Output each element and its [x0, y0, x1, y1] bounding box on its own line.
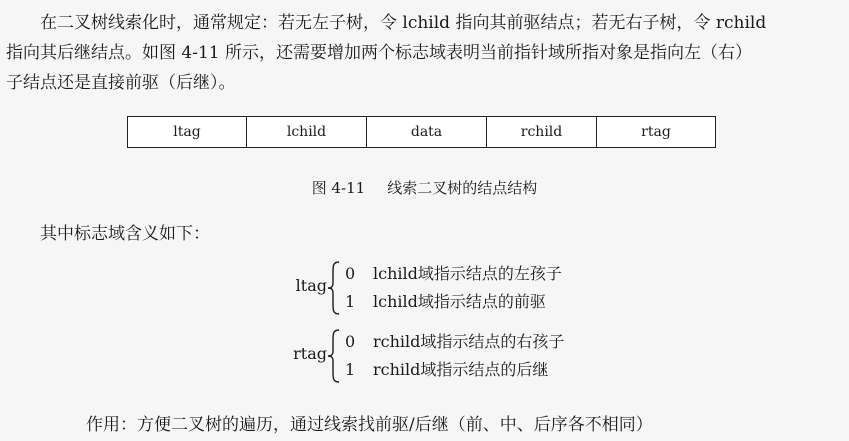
left-brace-icon — [327, 260, 341, 316]
rtag-row-0-value: 0 — [345, 332, 356, 351]
figure-title: 线索二叉树的结点结构 — [387, 179, 538, 197]
rtag-row-0-text: rchild域指示结点的右孩子 — [373, 332, 565, 351]
intro-line-3: 子结点还是直接前驱（后继）。 — [6, 73, 236, 93]
ltag-label: ltag — [295, 276, 327, 295]
meaning-intro: 其中标志域含义如下： — [40, 224, 210, 244]
field-rtag: rtag — [597, 117, 716, 148]
intro-line-1: 在二叉树线索化时，通常规定：若无左子树，令 lchild 指向其前驱结点；若无右子树，令 rchild — [40, 13, 767, 33]
ltag-row-0-value: 0 — [345, 264, 356, 283]
ltag-row-1-value: 1 — [345, 292, 356, 311]
rtag-row-1-text: rchild域指示结点的后继 — [373, 360, 549, 379]
rtag-row-1-value: 1 — [345, 360, 356, 379]
ltag-row-1 — [345, 288, 562, 316]
rtag-row-1 — [345, 356, 564, 384]
rtag-row-0 — [345, 328, 564, 356]
ltag-row-0-text: lchild域指示结点的左孩子 — [373, 264, 562, 283]
ltag-row-0 — [345, 260, 562, 288]
intro-line-2: 指向其后继结点。如图 4-11 所示，还需要增加两个标志域表明当前指针域所指对象是指向左（右） — [6, 43, 752, 63]
field-ltag: ltag — [128, 117, 247, 148]
usage-note: 作用：方便二叉树的遍历，通过线索找前驱/后继（前、中、后序各不相同） — [86, 415, 653, 435]
field-rchild: rchild — [487, 117, 597, 148]
field-lchild: lchild — [247, 117, 367, 148]
ltag-row-1-text: lchild域指示结点的前驱 — [373, 292, 546, 311]
figure-number: 图 4-11 — [311, 179, 366, 197]
figure-caption — [0, 177, 849, 198]
left-brace-icon — [327, 328, 341, 384]
rtag-rows — [345, 328, 564, 384]
field-data: data — [367, 117, 487, 148]
node-structure-table — [127, 116, 716, 148]
intro-paragraph — [6, 8, 844, 98]
rtag-label: rtag — [293, 344, 327, 363]
node-structure-row — [128, 117, 716, 148]
ltag-rows — [345, 260, 562, 316]
